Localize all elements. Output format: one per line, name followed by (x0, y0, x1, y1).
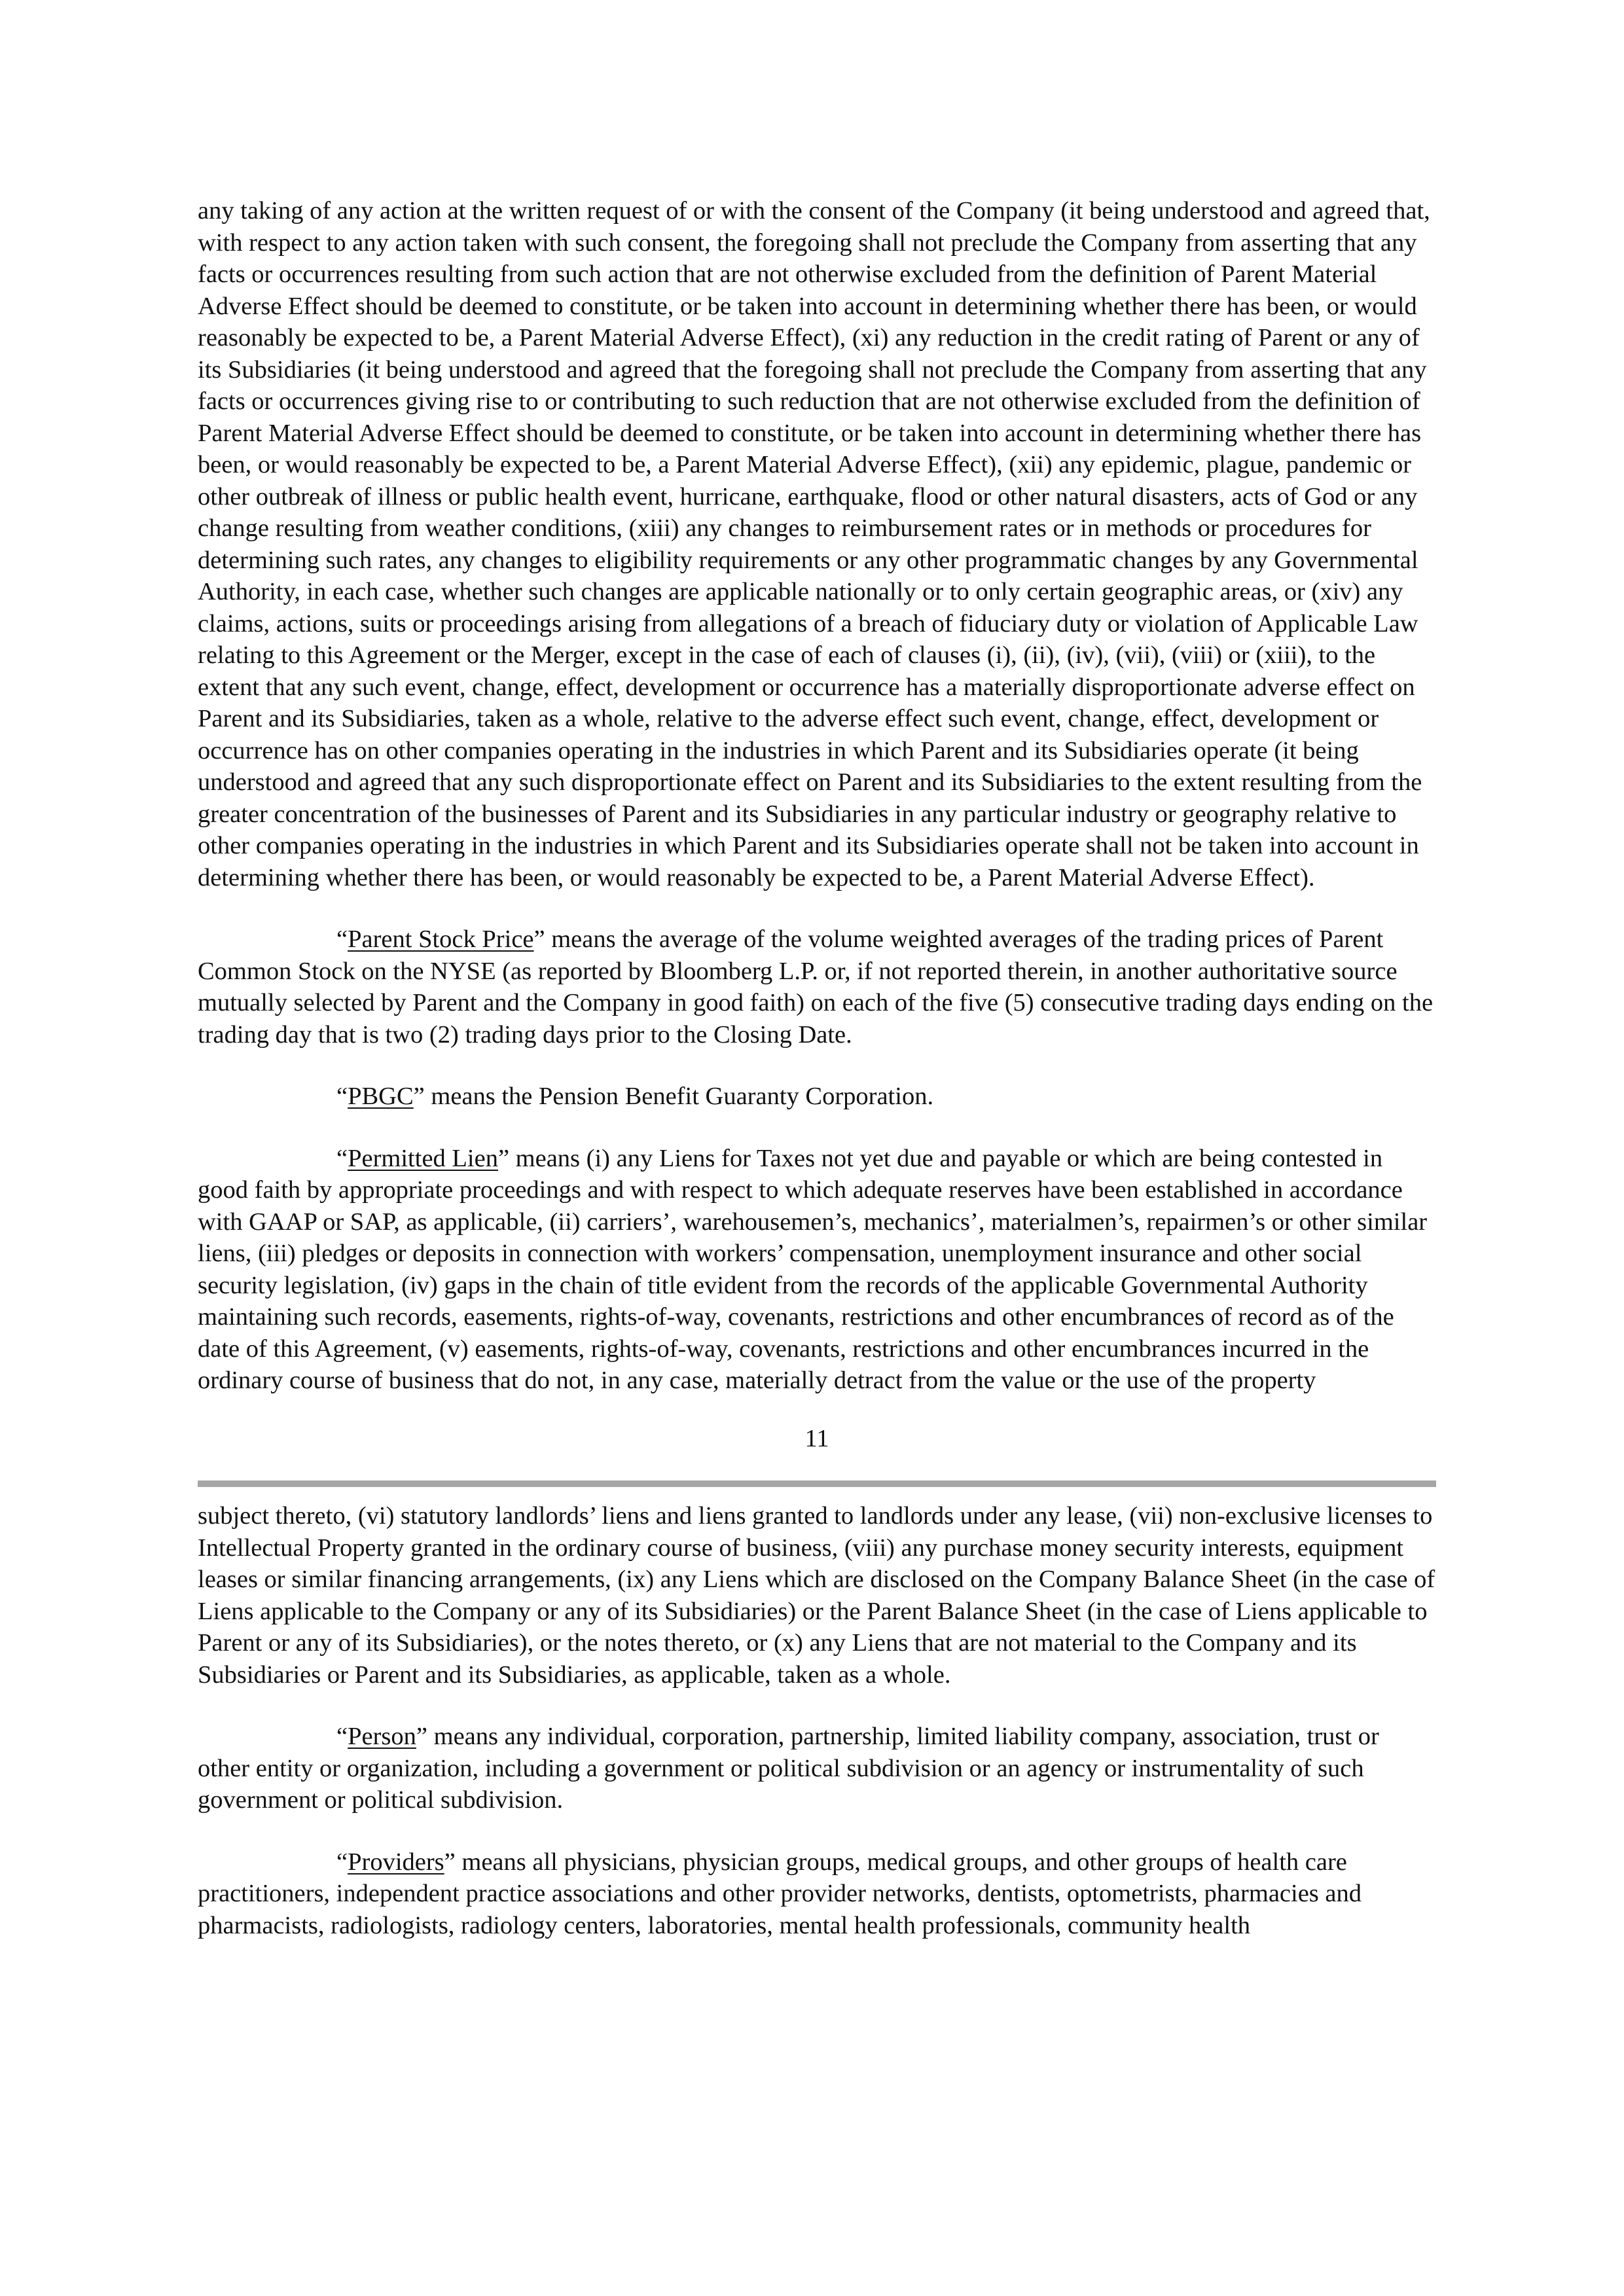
open-quote: “ (336, 1848, 348, 1876)
page-divider (198, 1480, 1436, 1487)
definition-parent-stock-price (198, 924, 1436, 1050)
defined-term: Person (348, 1723, 416, 1750)
open-quote: “ (336, 1144, 348, 1172)
definition-text: ” means all physicians, physician groups, medical groups, and other groups of health care practitioners, independent practice associations and other provider networks, dentists, optometrists, pharmacies and pharmacists, radiologists, radiology centers, laboratories, mental health professionals, community health (198, 1848, 1362, 1939)
defined-term: Permitted Lien (348, 1144, 498, 1172)
definition-text: ” means (i) any Liens for Taxes not yet due and payable or which are being contested in good faith by appropriate proceedings and with respect to which adequate reserves have been established in accordance with GAAP or SAP, as applicable, (ii) carriers’, warehousemen’s, mechanics’, materialmen’s, repairmen’s or other similar liens, (iii) pledges or deposits in connection with workers’ compensation, unemployment insurance and other social security legislation, (iv) gaps in the chain of title evident from the records of the applicable Governmental Authority maintaining such records, easements, rights-of-way, covenants, restrictions and other encumbrances of record as of the date of this Agreement, (v) easements, rights-of-way, covenants, restrictions and other encumbrances incurred in the ordinary course of business that do not, in any case, materially detract from the value or the use of the property (198, 1144, 1428, 1394)
defined-term: PBGC (348, 1083, 414, 1110)
definition-permitted-lien (198, 1143, 1436, 1397)
open-quote: “ (336, 1083, 348, 1110)
defined-term: Providers (348, 1848, 444, 1876)
open-quote: “ (336, 1723, 348, 1750)
definition-text: ” means any individual, corporation, partnership, limited liability company, association, trust or other entity or organization, including a government or political subdivision or an agency or instrumentality of such government or political subdivision. (198, 1723, 1379, 1814)
document-page (198, 195, 1436, 1941)
continuation-paragraph: any taking of any action at the written request of or with the consent of the Company (it being understood and agreed that, with respect to any action taken with such consent, the foregoing shall not preclude the Company from asserting that any facts or occurrences resulting from such action that are not otherwise excluded from the definition of Parent Material Adverse Effect should be deemed to constitute, or be taken into account in determining whether there has been, or would reasonably be expected to be, a Parent Material Adverse Effect), (xi) any reduction in the credit rating of Parent or any of its Subsidiaries (it being understood and agreed that the foregoing shall not preclude the Company from asserting that any facts or occurrences giving rise to or contributing to such reduction that are not otherwise excluded from the definition of Parent Material Adverse Effect should be deemed to constitute, or be taken into account in determining whether there has been, or would reasonably be expected to be, a Parent Material Adverse Effect), (xii) any epidemic, plague, pandemic or other outbreak of illness or public health event, hurricane, earthquake, flood or other natural disasters, acts of God or any change resulting from weather conditions, (xiii) any changes to reimbursement rates or in methods or procedures for determining such rates, any changes to eligibility requirements or any other programmatic changes by any Governmental Authority, in each case, whether such changes are applicable nationally or to only certain geographic areas, or (xiv) any claims, actions, suits or proceedings arising from allegations of a breach of fiduciary duty or violation of Applicable Law relating to this Agreement or the Merger, except in the case of each of clauses (i), (ii), (iv), (vii), (viii) or (xiii), to the extent that any such event, change, effect, development or occurrence has a materially disproportionate adverse effect on Parent and its Subsidiaries, taken as a whole, relative to the adverse effect such event, change, effect, development or occurrence has on other companies operating in the industries in which Parent and its Subsidiaries operate (it being understood and agreed that any such disproportionate effect on Parent and its Subsidiaries to the extent resulting from the greater concentration of the businesses of Parent and its Subsidiaries in any particular industry or geography relative to other companies operating in the industries in which Parent and its Subsidiaries operate shall not be taken into account in determining whether there has been, or would reasonably be expected to be, a Parent Material Adverse Effect). (198, 197, 1430, 891)
definition-text: ” means the Pension Benefit Guaranty Corporation. (413, 1083, 934, 1110)
defined-term: Parent Stock Price (348, 925, 534, 953)
page-number: 11 (804, 1424, 829, 1452)
continuation-paragraph-page2: subject thereto, (vi) statutory landlords’ liens and liens granted to landlords under any lease, (vii) non-exclusive licenses to Intellectual Property granted in the ordinary course of business, (viii) any purchase money security interests, equipment leases or similar financing arrangements, (ix) any Liens which are disclosed on the Company Balance Sheet (in the case of Liens applicable to the Company or any of its Subsidiaries) or the Parent Balance Sheet (in the case of Liens applicable to Parent or any of its Subsidiaries), or the notes thereto, or (x) any Liens that are not material to the Company and its Subsidiaries or Parent and its Subsidiaries, as applicable, taken as a whole. (198, 1502, 1435, 1689)
definition-person (198, 1721, 1436, 1816)
definition-text: ” means the average of the volume weighted averages of the trading prices of Parent Common Stock on the NYSE (as reported by Bloomberg L.P. or, if not reported therein, in another authoritative source mutually selected by Parent and the Company in good faith) on each of the five (5) consecutive trading days ending on the trading day that is two (2) trading days prior to the Closing Date. (198, 925, 1434, 1049)
definition-providers (198, 1846, 1436, 1942)
definition-pbgc (198, 1081, 1436, 1113)
open-quote: “ (336, 925, 348, 953)
